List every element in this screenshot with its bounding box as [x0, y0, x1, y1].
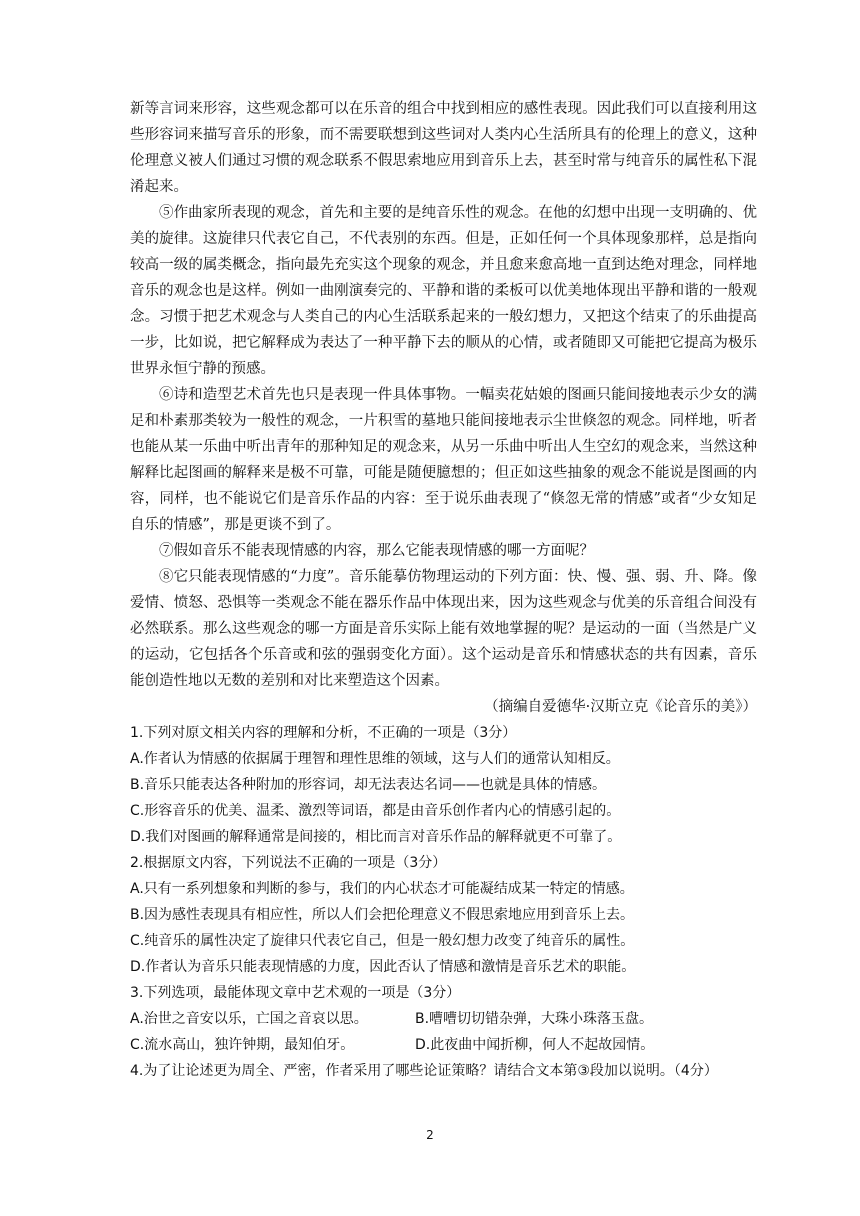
- paragraph-6: ⑥诗和造型艺术首先也只是表现一件具体事物。一幅卖花姑娘的图画只能间接地表示少女的满足和朴素那类较为一般性的观念，一片积雪的墓地只能间接地表示尘世倏忽的观念。同样地，听者也能从某一乐曲中听出青年的那种知足的观念来，从另一乐曲中听出人生空幻的观念来，当然这种解释比起图画的解释来是极不可靠，可能是随便臆想的；但正如这些抽象的观念不能说是图画的内容，同样，也不能说它们是音乐作品的内容：至于说乐曲表现了“倏忽无常的情感”或者“少女知足自乐的情感”，那是更谈不到了。: [130, 387, 757, 533]
- question-1-option-b: B.音乐只能表达各种附加的形容词，却无法表达名词——也就是具体的情感。: [130, 777, 607, 793]
- question-3-option-d: D.此夜曲中闻折柳，何人不起故园情。: [415, 1037, 655, 1053]
- question-3-option-c: C.流水高山，独许钟期，最知伯牙。: [130, 1037, 355, 1053]
- question-1-option-d: D.我们对图画的解释通常是间接的，相比而言对音乐作品的解释就更不可靠了。: [130, 829, 622, 845]
- question-2-option-b: B.因为感性表现具有相应性，所以人们会把伦理意义不假思索地应用到音乐上去。: [130, 907, 635, 923]
- question-1-option-a: A.作者认为情感的依据属于理智和理性思维的领域，这与人们的通常认知相反。: [130, 751, 620, 767]
- question-3-option-a: A.治世之音安以乐，亡国之音哀以思。: [130, 1011, 368, 1027]
- question-2-option-a: A.只有一系列想象和判断的参与，我们的内心状态才可能凝结成某一特定的情感。: [130, 881, 634, 897]
- source-citation: （摘编自爱德华·汉斯立克《论音乐的美》）: [484, 699, 757, 715]
- question-3: [130, 980, 757, 1058]
- question-3-stem: 3.下列选项，最能体现文章中艺术观的一项是（3分）: [130, 985, 461, 1001]
- question-1: [130, 720, 757, 850]
- question-3-options-row-1: [130, 1006, 757, 1032]
- question-4: [130, 1058, 757, 1084]
- paragraph-4-continued: 新等言词来形容，这些观念都可以在乐音的组合中找到相应的感性表现。因此我们可以直接利用这些形容词来描写音乐的形象，而不需要联想到这些词对人类内心生活所具有的伦理上的意义，这种伦理意义被人们通过习惯的观念联系不假思索地应用到音乐上去，甚至时常与纯音乐的属性私下混淆起来。: [130, 101, 757, 195]
- question-3-option-b: B.嘈嘈切切错杂弹，大珠小珠落玉盘。: [415, 1011, 654, 1027]
- paragraph-8: ⑧它只能表现情感的“力度”。音乐能摹仿物理运动的下列方面：快、慢、强、弱、升、降。像爱情、愤怒、恐惧等一类观念不能在器乐作品中体现出来，因为这些观念与优美的乐音组合间没有必然联系。那么这些观念的哪一方面是音乐实际上能有效地掌握的呢？是运动的一面（当然是广义的运动，它包括各个乐音或和弦的强弱变化方面）。这个运动是音乐和情感状态的共有因素，音乐能创造性地以无数的差别和对比来塑造这个因素。: [130, 569, 757, 689]
- page-number: 2: [426, 1128, 434, 1142]
- page-content: [130, 96, 757, 1084]
- question-1-option-c: C.形容音乐的优美、温柔、激烈等词语，都是由音乐创作者内心的情感引起的。: [130, 803, 621, 819]
- question-2-stem: 2.根据原文内容，下列说法不正确的一项是（3分）: [130, 855, 447, 871]
- question-2: [130, 850, 757, 980]
- question-1-stem: 1.下列对原文相关内容的理解和分析，不正确的一项是（3分）: [130, 725, 517, 741]
- paragraph-7: ⑦假如音乐不能表现情感的内容，那么它能表现情感的哪一方面呢？: [159, 543, 594, 559]
- question-2-option-c: C.纯音乐的属性决定了旋律只代表它自己，但是一般幻想力改变了纯音乐的属性。: [130, 933, 635, 949]
- question-2-option-d: D.作者认为音乐只能表现情感的力度，因此否认了情感和激情是音乐艺术的职能。: [130, 959, 636, 975]
- paragraph-5: ⑤作曲家所表现的观念，首先和主要的是纯音乐性的观念。在他的幻想中出现一支明确的、优美的旋律。这旋律只代表它自己，不代表别的东西。但是，正如任何一个具体现象那样，总是指向较高一级的属类概念，指向最先充实这个现象的观念，并且愈来愈高地一直到达绝对理念，同样地音乐的观念也是这样。例如一曲刚演奏完的、平静和谐的柔板可以优美地体现出平静和谐的一般观念。习惯于把艺术观念与人类自己的内心生活联系起来的一般幻想力，又把这个结束了的乐曲提高一步，比如说，把它解释成为表达了一种平静下去的顺从的心情，或者随即又可能把它提高为极乐世界永恒宁静的预感。: [130, 205, 757, 377]
- question-3-options-row-2: [130, 1032, 757, 1058]
- question-4-stem: 4.为了让论述更为周全、严密，作者采用了哪些论证策略？请结合文本第③段加以说明。（4分）: [130, 1063, 718, 1079]
